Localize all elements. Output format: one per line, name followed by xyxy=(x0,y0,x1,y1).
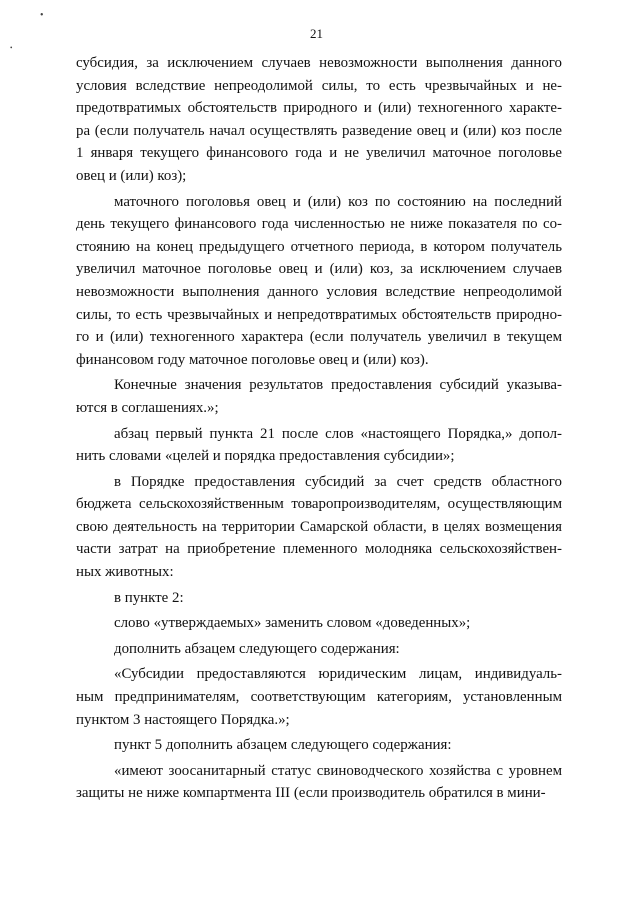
paragraph-line: условия вследствие непреодолимой силы, то есть чрезвычайных и не- xyxy=(76,77,562,94)
paragraph-line: защиты не ниже компартмента III (если производитель обратился в мини- xyxy=(76,785,546,802)
paragraph-line: Конечные значения результатов предоставления субсидий указыва- xyxy=(114,377,562,394)
paragraph-line: увеличил маточное поголовье овец и (или) коз, за исключением случаев xyxy=(76,261,562,278)
paragraph xyxy=(76,587,562,610)
paragraph-line: слово «утверждаемых» заменить словом «доведенных»; xyxy=(114,615,471,632)
paragraph xyxy=(76,471,562,584)
paragraph xyxy=(76,638,562,661)
paragraph-line: силы, то есть чрезвычайных и непредотвратимых обстоятельств природно- xyxy=(76,306,562,323)
paragraph xyxy=(76,734,562,757)
paragraph-line: части затрат на приобретение племенного молодняка сельскохозяйствен- xyxy=(76,541,562,558)
paragraph xyxy=(76,52,562,188)
paragraph-line: невозможности выполнения данного условия вследствие непреодолимой xyxy=(76,283,562,300)
paragraph xyxy=(76,612,562,635)
paragraph-line: пункт 5 дополнить абзацем следующего содержания: xyxy=(114,737,452,754)
paragraph-line: ных животных: xyxy=(76,564,174,581)
paragraph-line: предотвратимых обстоятельств природного и (или) техногенного характе- xyxy=(76,100,562,117)
paragraph-line: 1 января текущего финансового года и не увеличил маточное поголовье xyxy=(76,145,562,162)
paragraph-line: ются в соглашениях.»; xyxy=(76,399,219,416)
paragraph-line: «имеют зоосанитарный статус свиноводческого хозяйства с уровнем xyxy=(114,762,562,779)
scan-dot-mark: • xyxy=(40,10,44,21)
paragraph xyxy=(76,663,562,731)
document-body xyxy=(76,52,562,805)
paragraph xyxy=(76,191,562,372)
paragraph-line: субсидия, за исключением случаев невозможности выполнения данного xyxy=(76,55,562,71)
paragraph-line: день текущего финансового года численностью не ниже показателя по со- xyxy=(76,216,562,233)
paragraph-line: ра (если получатель начал осуществлять разведение овец и (или) коз после xyxy=(76,122,562,139)
paragraph-line: «Субсидии предоставляются юридическим лицам, индивидуаль- xyxy=(114,666,562,683)
paragraph xyxy=(76,423,562,468)
paragraph-line: овец и (или) коз); xyxy=(76,167,187,184)
paragraph-line: бюджета сельскохозяйственным товаропроизводителям, осуществляющим xyxy=(76,496,562,513)
page-number: 21 xyxy=(310,26,323,41)
paragraph xyxy=(76,374,562,419)
paragraph-line: стоянию на конец предыдущего отчетного периода, в котором получатель xyxy=(76,238,562,255)
paragraph-line: в пункте 2: xyxy=(114,589,184,606)
scan-dot-mark: • xyxy=(10,44,13,52)
paragraph-line: нить словами «целей и порядка предоставления субсидии»; xyxy=(76,448,455,465)
paragraph-line: маточного поголовья овец и (или) коз по состоянию на последний xyxy=(114,193,562,210)
paragraph-line: пунктом 3 настоящего Порядка.»; xyxy=(76,711,290,728)
paragraph-line: свою деятельность на территории Самарской области, в целях возмещения xyxy=(76,518,562,535)
paragraph-line: го и (или) техногенного характера (если получатель увеличил в текущем xyxy=(76,329,562,346)
paragraph-line: в Порядке предоставления субсидий за счет средств областного xyxy=(114,473,562,490)
paragraph-line: финансовом году маточное поголовье овец и (или) коз). xyxy=(76,351,429,368)
paragraph-line: абзац первый пункта 21 после слов «настоящего Порядка,» допол- xyxy=(114,425,562,442)
paragraph-line: ным предпринимателям, соответствующим категориям, установленным xyxy=(76,689,562,706)
paragraph-line: дополнить абзацем следующего содержания: xyxy=(114,640,400,657)
paragraph xyxy=(76,760,562,805)
